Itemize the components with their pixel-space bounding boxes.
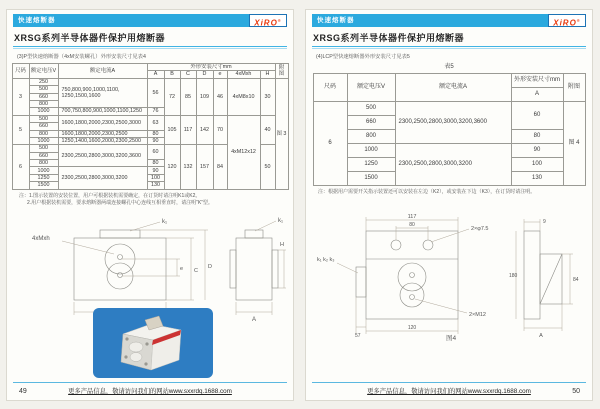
table-header-cell: C xyxy=(180,71,196,78)
table-cell: 750,800,900,1000,1100, 1250,1500,1600 xyxy=(58,78,147,108)
registered-mark: ® xyxy=(277,18,282,23)
table-cell: 60 xyxy=(147,145,164,160)
note-line-2: 2.用户根据装机需要，要求熔断器两端连接螺孔中心连线互相垂直时，请注明“K”型。 xyxy=(27,200,213,207)
dim-a-label: A xyxy=(252,316,257,323)
table-cell: 1000 xyxy=(347,144,395,158)
table-cell: 5 xyxy=(12,115,29,145)
table-cell: 2300,2500,2800,3000,3200,3600 xyxy=(58,145,147,167)
intro-note: (4)LCP型快速熔断器外形安装尺寸见表5 xyxy=(316,54,410,60)
table-header-cell: 外形安装尺寸mm xyxy=(147,64,275,71)
page-left xyxy=(6,9,294,401)
k-positions-label: k₁ k₂ k₃ xyxy=(317,256,335,263)
table-cell: 1600,1800,2000,2300,2500,3000 xyxy=(58,115,147,130)
table-cell: 46 xyxy=(213,78,227,115)
bolts-label: 2×M12 xyxy=(469,311,486,318)
table-cell: 132 xyxy=(180,145,196,189)
table-note xyxy=(318,189,592,197)
brand-logo-text: XiRO xyxy=(553,18,577,28)
footer-divider xyxy=(13,382,287,383)
product-photo xyxy=(93,308,213,383)
table-header-cell: e xyxy=(213,71,227,78)
table-header-cell: 尺码 xyxy=(12,64,29,79)
table-cell: 1250 xyxy=(347,158,395,172)
table-cell: 800 xyxy=(29,100,58,107)
table-cell: 500 xyxy=(29,145,58,152)
page-title: XRSG系列半导体器件保护用熔断器 xyxy=(313,33,465,43)
title-divider xyxy=(312,46,586,49)
table-cell: 660 xyxy=(29,93,58,100)
header-bar xyxy=(312,14,586,27)
bolt-spec-label: 4xMxh xyxy=(32,235,50,242)
brand-logo-text: XiRO xyxy=(254,18,278,28)
dim-e-label: e xyxy=(180,265,184,272)
dim-c-label: C xyxy=(194,267,198,274)
table-cell: 图 3 xyxy=(275,78,288,189)
table-row xyxy=(12,115,288,122)
table-cell: 800 xyxy=(347,130,395,144)
table-cell: 1600,1800,2000,2300,2500 xyxy=(58,130,147,137)
table-cell: 30 xyxy=(260,78,275,115)
dim-9-label: 9 xyxy=(543,218,546,225)
k1-label-side: k₁ xyxy=(278,217,284,224)
table-row xyxy=(313,102,585,116)
table-header-cell: 尺码 xyxy=(313,74,347,102)
table-cell: 56 xyxy=(147,78,164,108)
table-header-cell: H xyxy=(260,71,275,78)
table-cell: 1000 xyxy=(29,108,58,115)
table-cell: 70 xyxy=(213,115,227,145)
dim-h-label: H xyxy=(280,241,284,248)
footer-url: 更多产品信息，敬请访问我们的网站www.sxxrdq.1688.com xyxy=(68,388,232,395)
table-cell: 1000 xyxy=(29,167,58,174)
table-cell: 80 xyxy=(147,160,164,167)
table-header-cell: 附图 xyxy=(275,64,288,79)
table-cell: 90 xyxy=(147,137,164,144)
table-header-cell: 额定电流A xyxy=(395,74,511,102)
table-header-cell: D xyxy=(196,71,213,78)
title-divider xyxy=(13,46,287,49)
note-line-1: 注：1.图示装置的安装位置，用户可根据装机需要确定，在订货时请注明K1或K2。 xyxy=(19,192,201,199)
dim-120-label: 120 xyxy=(407,324,417,331)
figure4-drawing xyxy=(311,209,587,341)
table-cell: 120 xyxy=(164,145,180,189)
table-cell: 40 xyxy=(260,115,275,145)
table-notes xyxy=(19,193,293,208)
dim-d-label: D xyxy=(208,263,212,270)
table-header-cell: 4xMxh xyxy=(227,71,260,78)
table-cell: 109 xyxy=(196,78,213,115)
table-caption: 表5 xyxy=(444,64,454,70)
table-cell: 800 xyxy=(29,160,58,167)
table-cell: 1500 xyxy=(347,172,395,186)
table-cell: 6 xyxy=(12,145,29,189)
table-cell: 90 xyxy=(511,144,563,158)
page-right xyxy=(305,9,593,401)
dim-a-label: A xyxy=(539,332,543,339)
table-cell: 90 xyxy=(147,167,164,174)
table-row xyxy=(313,144,585,158)
table-cell: 1250,1400,1600,2000,2300,2500 xyxy=(58,137,147,144)
brand-logo xyxy=(548,14,586,27)
table-cell: 157 xyxy=(196,145,213,189)
header-bar-label: 快速熔断器 xyxy=(18,17,56,24)
table-cell: 660 xyxy=(29,152,58,159)
figure4-wrapper xyxy=(306,209,592,346)
table-header-cell: B xyxy=(164,71,180,78)
table-cell: 84 xyxy=(213,145,227,189)
spec-table-right xyxy=(313,73,586,186)
table-cell: 4xM12x12 xyxy=(227,115,260,189)
table-cell: 100 xyxy=(147,174,164,181)
table-header-cell: 附图 xyxy=(563,74,585,102)
header-bar xyxy=(13,14,287,27)
table-cell: 1500 xyxy=(29,182,58,189)
table-header-cell: 额定电压V xyxy=(347,74,395,102)
footer-divider xyxy=(312,382,586,383)
page-number: 49 xyxy=(19,388,27,395)
table-cell: 130 xyxy=(147,182,164,189)
table-cell: 80 xyxy=(511,130,563,144)
table-cell: 2300,2500,2800,3000,3200 xyxy=(58,167,147,189)
table-cell: 130 xyxy=(511,172,563,186)
intro-note: (3)P型快速熔断器（4xM安装螺孔）外形安装尺寸见表4 xyxy=(17,54,146,60)
table-cell: 700,750,800,900,1000,1100,1250 xyxy=(58,108,147,115)
table-header-cell: 外形安装尺寸mm xyxy=(511,74,563,88)
page-number: 50 xyxy=(572,388,580,395)
spec-table-left xyxy=(12,63,289,190)
dim-80-label: 80 xyxy=(409,221,415,228)
dim-180-label: 180 xyxy=(509,272,518,279)
table-cell: 250 xyxy=(29,78,58,85)
table-cell: 6 xyxy=(313,102,347,186)
table-cell: 100 xyxy=(511,158,563,172)
table-cell: 图 4 xyxy=(563,102,585,186)
table-row xyxy=(12,78,288,85)
table-cell: 660 xyxy=(347,116,395,130)
table-cell: 4xM8x10 xyxy=(227,78,260,115)
table-header-cell: A xyxy=(147,71,164,78)
table-cell: 76 xyxy=(147,108,164,115)
table-cell: 500 xyxy=(347,102,395,116)
table-cell: 800 xyxy=(29,130,58,137)
table-cell: 660 xyxy=(29,123,58,130)
brand-logo xyxy=(249,14,287,27)
dim-84-label: 84 xyxy=(573,276,579,283)
dim-57-label: 57 xyxy=(355,332,361,339)
page-title: XRSG系列半导体器件保护用熔断器 xyxy=(14,33,166,43)
table-cell: 500 xyxy=(29,115,58,122)
table-header-cell: 额定电压V xyxy=(29,64,58,79)
table-cell: 1000 xyxy=(29,137,58,144)
table-cell: 60 xyxy=(511,102,563,130)
holes-label: 2×φ7.5 xyxy=(471,225,489,232)
table-cell: 50 xyxy=(260,145,275,189)
table-cell: 2300,2500,2800,3000,3200,3600 xyxy=(395,102,511,144)
figure4-caption: 图4 xyxy=(445,334,457,341)
table-cell: 142 xyxy=(196,115,213,145)
footer-url: 更多产品信息，敬请访问我们的网站www.sxxrdq.1688.com xyxy=(367,388,531,395)
table-cell: 63 xyxy=(147,115,164,130)
table-cell: 1250 xyxy=(29,174,58,181)
header-bar-label: 快速熔断器 xyxy=(317,17,355,24)
table-header-cell: 额定电流A xyxy=(58,64,147,79)
dim-117-label: 117 xyxy=(407,213,417,220)
table-cell: 2300,2500,2800,3000,3200 xyxy=(395,144,511,186)
table-cell: 80 xyxy=(147,130,164,137)
table-cell: 72 xyxy=(164,78,180,115)
table-header-cell: A xyxy=(511,88,563,102)
table-cell: 105 xyxy=(164,115,180,145)
table-cell: 3 xyxy=(12,78,29,115)
k1-label: k₁ xyxy=(162,218,168,225)
note-line: 注：根据用户需要开关指示装置还可以安装在左边（K2），或安装在下边（K3），在订货时请注明。 xyxy=(318,189,536,195)
table-cell: 117 xyxy=(180,115,196,145)
table-cell: 85 xyxy=(180,78,196,115)
table-cell: 500 xyxy=(29,86,58,93)
registered-mark: ® xyxy=(576,18,581,23)
